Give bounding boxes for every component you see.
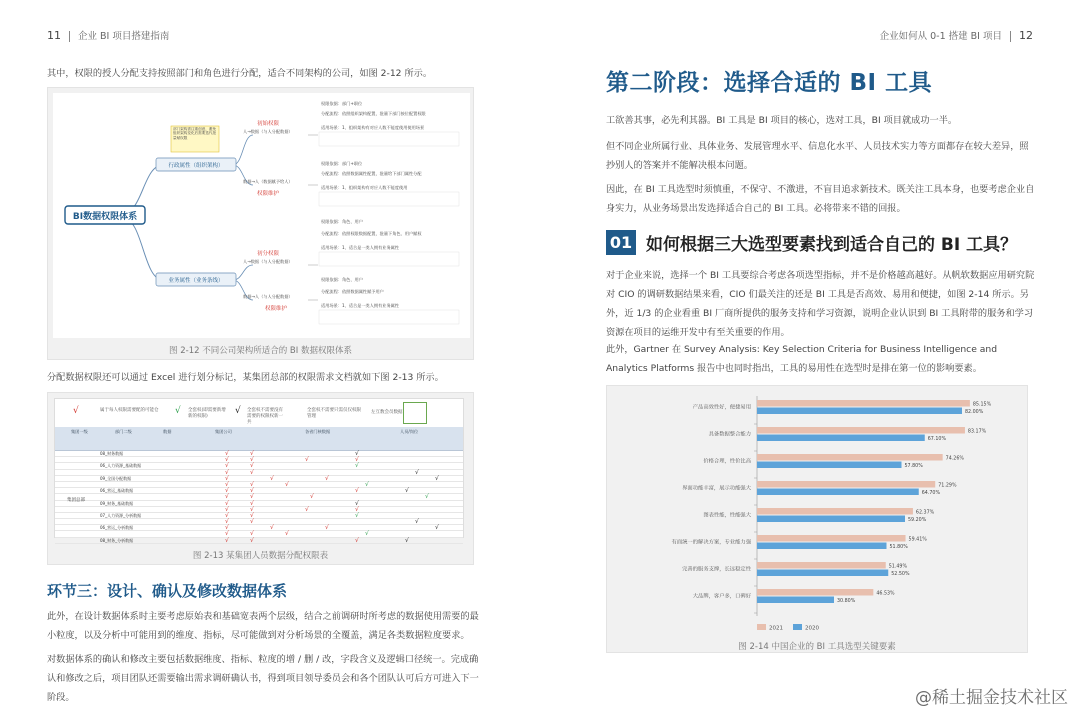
check-mark: √: [225, 493, 229, 501]
mindmap-red-label-4: 权限维护: [265, 306, 288, 312]
bar-2021: [757, 400, 970, 407]
check-mark: √: [225, 499, 229, 507]
bar-2021: [757, 454, 943, 461]
mindmap-detail: 分配流程：依照数据属性赋予用户: [321, 289, 384, 294]
watermark: @稀土掘金技术社区: [915, 688, 1068, 708]
check-mark: √: [355, 456, 359, 464]
check-mark: √: [250, 518, 254, 526]
mindmap-detail-group-1: [319, 100, 459, 146]
left-page-number: 11: [47, 29, 61, 42]
check-mark: √: [250, 480, 254, 488]
legend-check-black: √: [235, 406, 241, 416]
row-group-label: 集团总部: [67, 498, 85, 503]
mindmap-red-label-2: 权限维护: [257, 191, 280, 197]
bar-2021: [757, 562, 886, 569]
legend-text-4: 全套权不需要只需仅仅权限管理: [307, 408, 361, 419]
section-heading: 环节三：设计、确认及修改数据体系: [47, 582, 288, 600]
check-mark: √: [355, 499, 359, 507]
figure-2-12-caption: 图 2-12 不同公司架构所适合的 BI 数据权限体系: [169, 346, 352, 356]
check-mark: √: [250, 487, 254, 495]
right-paragraph-5: 此外，Gartner 在 Survey Analysis: Key Selection Criteria for Business Intelligence and Analytics Platforms 报告中也同时指出，工具的易用性在选型时是排在第一位的影响要素。: [606, 344, 998, 374]
mindmap-detail: 分配流程：依照数据属性配置，批量给下部门属性分配: [321, 171, 422, 176]
bar-value-label: 52.50%: [891, 572, 910, 577]
category-label: 完善的服务支撑，长远稳定性: [682, 566, 751, 573]
mindmap-detail-group-3: [319, 218, 459, 266]
bar-2020: [757, 435, 925, 442]
check-mark: √: [285, 480, 289, 488]
sheet-header: [55, 427, 463, 451]
check-mark: √: [355, 511, 359, 519]
sheet-legend: [55, 399, 463, 427]
right-paragraph-2: 但不同企业所属行业、具体业务、发展管理水平、信息化水平、人员技术实力等方面都存在较大差异，照抄别人的答案并不能解决根本问题。: [606, 141, 1029, 171]
check-mark: √: [250, 530, 254, 538]
mindmap-red-label-3: 初分权限: [257, 251, 280, 257]
check-mark: √: [225, 456, 229, 464]
permission-sheet: [54, 398, 464, 544]
row-label: 06_营运_分析数据: [100, 525, 134, 531]
check-mark: √: [435, 474, 439, 482]
check-mark: √: [355, 536, 359, 544]
mindmap-note-text: 部门架构需注重创意，避免组织架构变化后需要迭代批量赋权限: [173, 127, 217, 140]
check-mark: √: [355, 462, 359, 470]
check-mark: √: [305, 456, 309, 464]
check-mark: √: [250, 450, 254, 457]
check-mark: √: [365, 530, 369, 538]
check-mark: √: [225, 524, 229, 532]
bar-value-label: 71.29%: [938, 483, 957, 489]
bar-value-label: 67.10%: [927, 437, 947, 442]
check-mark: √: [270, 524, 274, 532]
bar-chart: [607, 386, 1027, 636]
check-mark: √: [250, 511, 254, 519]
bar-2020: [757, 462, 902, 469]
bar-2020: [757, 570, 888, 577]
bar-value-label: 51.49%: [888, 564, 908, 570]
check-mark: √: [310, 493, 314, 501]
bar-value-label: 74.26%: [945, 456, 964, 462]
mindmap-detail: 适用场景：1、组织架构有对应人数不能度使用使用场景: [321, 125, 425, 130]
check-mark: √: [250, 505, 254, 513]
left-paragraph-2: 分配数据权限还可以通过 Excel 进行划分标记，某集团总部的权限需求文档就如下图 2-13 所示。: [47, 372, 444, 383]
bar-2020: [757, 516, 905, 523]
check-mark: √: [250, 493, 254, 501]
legend-label-2021: 2021: [769, 625, 783, 632]
category-label: 界面功能丰富，展示功能强大: [682, 485, 751, 492]
legend-swatch: [403, 402, 427, 424]
check-mark: √: [225, 462, 229, 470]
check-mark: √: [250, 462, 254, 470]
legend-text-2: 全套权(即需要新增新的权限): [188, 408, 226, 419]
mindmap-detail-frame: [319, 132, 459, 146]
mindmap-branch-org: 行政属性（组织架构）: [168, 163, 224, 169]
col-header-d: 集团公司: [215, 429, 232, 434]
table-row: [55, 538, 463, 544]
bar-value-label: 57.80%: [904, 464, 923, 469]
row-label: 06_人力资源_基础数据: [100, 463, 142, 469]
check-mark: √: [270, 474, 274, 482]
category-label: 价格合理，性价比高: [703, 458, 751, 465]
check-mark: √: [415, 518, 419, 526]
bar-2021: [757, 535, 906, 542]
right-paragraph-4: 对于企业来说，选择一个 BI 工具要综合考虑各项选型指标，并不是价格越高越好。从帆软数据应用研究院对 CIO 的调研数据结果来看，CIO 们最关注的还是 BI 工具是否高效、易用和便捷，如图 2-14 所示。另外，近 1/3 的企业看重 BI 厂商所提供的服务支持和学习资源，说明企业认识到 BI 工具附带的服务和学习资源在项目的运维开发中有至关重要的作用。: [606, 270, 1035, 338]
check-mark: √: [405, 487, 409, 495]
bar-value-label: 59.41%: [908, 537, 927, 543]
category-label: 有面统一的解决方案，专业能力强: [671, 539, 751, 546]
mindmap-detail: 分配流程：依照权限数据配置，批量下角色、用户赋权: [321, 231, 422, 236]
right-paragraph-3: 因此，在 BI 工具选型时须慎重，不保守、不激进，不盲目追求新技术。既关注工具本身，也要考虑企业自身实力，从业务场景出发选择适合自己的 BI 工具。必将带来不错的回报。: [606, 184, 1035, 214]
sheet-grid: [55, 427, 463, 544]
figure-2-12: [47, 87, 474, 360]
check-mark: √: [225, 450, 229, 457]
check-mark: √: [365, 480, 369, 488]
check-mark: √: [225, 530, 229, 538]
row-label: 08_财务_分析数据: [100, 537, 134, 543]
legend-label-2020: 2020: [805, 625, 819, 632]
check-mark: √: [355, 450, 359, 457]
stage-title: 第二阶段：选择合适的 BI 工具: [606, 70, 933, 96]
mindmap-detail-group-4: [319, 276, 459, 324]
check-mark: √: [225, 518, 229, 526]
row-label: 08_财务数据: [100, 451, 124, 456]
left-intro-paragraph: 其中，权限的授人分配支持按照部门和角色进行分配，适合不同架构的公司，如图 2-12 所示。: [47, 68, 433, 79]
row-label: 09_全国分配数据: [100, 475, 132, 481]
category-label: 大品牌，客户多，口碑好: [692, 593, 751, 600]
bar-2021: [757, 589, 873, 596]
mindmap-red-label-1: 初始权限: [257, 121, 280, 127]
check-mark: √: [250, 468, 254, 476]
check-mark: √: [225, 505, 229, 513]
check-mark: √: [225, 480, 229, 488]
mindmap-detail: 分配流程：依照组织架构配置，批量下部门接位配置权限: [321, 111, 426, 116]
check-mark: √: [250, 456, 254, 464]
mindmap-root-label: BI数据权限体系: [72, 212, 138, 222]
bar-value-label: 83.17%: [967, 429, 987, 435]
mindmap-detail: 权限依据：部门+职位: [321, 161, 363, 166]
bar-value-label: 46.53%: [876, 591, 895, 597]
left-header-title: 企业 BI 项目搭建指南: [78, 31, 170, 42]
mindmap-note: [173, 127, 218, 151]
check-mark: √: [305, 505, 309, 513]
category-label: 产品高效性好，便捷易用: [692, 404, 751, 411]
check-mark: √: [225, 468, 229, 476]
check-mark: √: [225, 487, 229, 495]
mindmap-detail-group-2: [319, 160, 459, 206]
figure-2-13-caption: 图 2-13 某集团人员数据分配权限表: [192, 551, 329, 561]
left-paragraph-4: 对数据体系的确认和修改主要包括数据维度、指标、粒度的增 / 删 / 改，字段含义及逻辑口径统一。完成确认和修改之后，项目团队还需要输出需求调研确认书，得到项目领导委员会和各个团队认可后方可进入下一阶段。: [47, 654, 479, 703]
mindmap-detail: 适用场景：1、组织架构有对应人数不能度使用: [321, 185, 408, 190]
left-paragraph-3: 此外，在设计数据体系时主要考虑原始表和基础宽表两个层级，结合之前调研时所考虑的数据使用需要的最小粒度，以及分析中可能用到的维度、指标，尽可能做到对分析场景的全覆盖，满足各类数据粒度要求。: [47, 611, 479, 641]
check-mark: √: [425, 493, 429, 501]
mindmap-node-auth-4: 数据→人（与人分配数据）: [243, 294, 293, 299]
mindmap-detail: 权限依据：角色、用户: [321, 219, 363, 224]
mindmap-detail-frame: [319, 192, 459, 206]
bar-2021: [757, 481, 935, 488]
check-mark: √: [225, 511, 229, 519]
legend-text-1: 属于每人权限需要配的可能仓: [100, 408, 159, 413]
check-mark: √: [250, 536, 254, 544]
bar-value-label: 51.80%: [889, 545, 908, 550]
col-header-c: 数据: [163, 429, 172, 434]
header-divider: [69, 31, 70, 42]
legend-swatch-2021: [757, 624, 766, 630]
bar-2021: [757, 508, 913, 515]
mindmap-node-auth-1: 人→数据（与人分配数据）: [243, 129, 293, 134]
figure-2-14: [606, 385, 1028, 653]
bar-value-label: 62.37%: [915, 510, 935, 516]
category-label: 图表性能，性能强大: [703, 512, 751, 519]
row-label: 07_人力资源_分析数据: [100, 512, 142, 518]
header-divider: [1010, 31, 1011, 42]
figure-2-14-caption: 图 2-14 中国企业的 BI 工具选型关键要素: [738, 642, 896, 652]
bar-2020: [757, 489, 919, 496]
bar-value-label: 30.80%: [837, 599, 856, 604]
legend-swatch-2020: [793, 624, 802, 630]
legend-check-red: √: [73, 406, 79, 416]
check-mark: √: [435, 524, 439, 532]
check-mark: √: [355, 505, 359, 513]
check-mark: √: [285, 530, 289, 538]
row-label: 09_财务_基础数据: [100, 500, 134, 506]
bar-value-label: 85.15%: [972, 402, 992, 408]
mindmap-detail-frame: [319, 252, 459, 266]
mindmap-node-auth-3: 人→数据（与人分配数据）: [243, 259, 293, 264]
bar-value-label: 59.20%: [908, 518, 927, 523]
check-mark: √: [405, 536, 409, 544]
bar-value-label: 82.00%: [965, 410, 984, 415]
subsection-number: 01: [606, 230, 636, 255]
check-mark: √: [250, 499, 254, 507]
row-label: 06_营运_基础数据: [100, 488, 134, 494]
check-mark: √: [225, 474, 229, 482]
sheet-rows: [55, 451, 463, 544]
mindmap-detail: 权限依据：部门+职位: [321, 101, 363, 106]
mindmap-link: [123, 218, 163, 280]
bar-2021: [757, 427, 965, 434]
col-header-a: 集团一级: [71, 429, 88, 434]
subsection-title: 如何根据三大选型要素找到适合自己的 BI 工具？: [646, 235, 1018, 255]
category-label: 具备数据整合能力: [708, 431, 751, 438]
mindmap-detail: 适用场景：1、适合是一类人拥有业务属性: [321, 303, 400, 308]
left-running-head: [47, 28, 169, 42]
legend-text-5: 左互数会员数据: [371, 410, 403, 415]
check-mark: √: [225, 536, 229, 544]
mindmap-detail: 适用场景：1、适合是一类人拥有业务属性: [321, 245, 400, 250]
legend-text-3: 全套权不需要没有需要的权限权新一共: [247, 408, 283, 425]
right-paragraph-1: 工欲善其事，必先利其器。BI 工具是 BI 项目的核心，选对工具，BI 项目就成功一半。: [606, 115, 958, 126]
col-header-f: 人员/岗位: [400, 429, 419, 434]
col-header-e: 各省门核数据: [305, 429, 331, 434]
check-mark: √: [325, 524, 329, 532]
mindmap-node-auth-2: 数据→人（数据赋予给人）: [243, 179, 293, 184]
right-running-head: [880, 28, 1033, 42]
check-mark: √: [355, 487, 359, 495]
mindmap-diagram: [53, 93, 470, 338]
check-mark: √: [325, 474, 329, 482]
mindmap-branch-biz: 业务属性（业务条线）: [168, 278, 224, 284]
bar-2020: [757, 597, 834, 604]
mindmap-detail: 权限依据：角色、用户: [321, 277, 363, 282]
bar-2020: [757, 543, 887, 550]
right-header-title: 企业如何从 0-1 搭建 BI 项目: [879, 31, 1002, 42]
right-page-number: 12: [1019, 29, 1033, 42]
subsection-heading: [606, 230, 1017, 255]
mindmap-detail-frame: [319, 310, 459, 324]
legend-check-green: √: [175, 406, 181, 416]
bar-2020: [757, 408, 962, 415]
col-header-b: 部门二级: [115, 429, 132, 434]
check-mark: √: [415, 468, 419, 476]
bar-value-label: 64.70%: [921, 491, 941, 496]
